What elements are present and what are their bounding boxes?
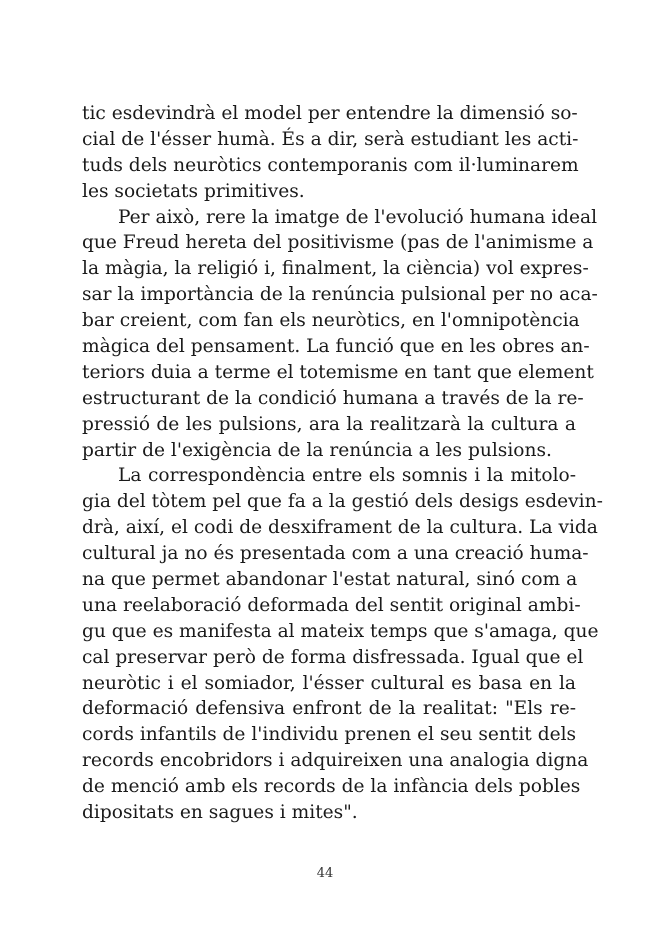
text-line: cultural ja no és presentada com a una creació huma- (82, 543, 589, 565)
text-line: cial de l'ésser humà. És a dir, serà estudiant les acti- (82, 128, 579, 150)
text-line: màgica del pensament. La funció que en les obres an- (82, 336, 590, 358)
text-line: les societats primitives. (82, 180, 305, 202)
text-line: deformació defensiva enfront de la realitat: "Els re- (82, 698, 576, 720)
page-number: 44 (316, 866, 334, 881)
text-line: pressió de les pulsions, ara la realitzarà la cultura a (82, 413, 576, 435)
body-text (82, 101, 603, 826)
text-line: teriors duia a terme el totemisme en tant que element (82, 361, 594, 383)
text-line: records encobridors i adquireixen una analogia digna (82, 750, 589, 772)
text-line: que Freud hereta del positivisme (pas de l'animisme a (82, 232, 594, 254)
text-line: partir de l'exigència de la renúncia a les pulsions. (82, 439, 552, 461)
text-line: estructurant de la condició humana a través de la re- (82, 387, 584, 409)
text-line: tic esdevindrà el model per entendre la dimensió so- (82, 103, 578, 124)
text-line: gia del tòtem pel que fa a la gestió dels desigs esdevin- (82, 491, 603, 513)
text-line: gu que es manifesta al mateix temps que s'amaga, que (82, 620, 599, 642)
text-line: drà, així, el codi de desxiframent de la cultura. La vida (82, 517, 598, 539)
paragraph-first-line: Per això, rere la imatge de l'evolució humana ideal (118, 206, 598, 228)
text-line: dipositats en sagues i mites". (82, 802, 358, 824)
text-line: cal preservar però de forma disfressada. Igual que el (82, 646, 584, 668)
text-line: sar la importància de la renúncia pulsional per no aca- (82, 284, 598, 306)
text-line: cords infantils de l'individu prenen el seu sentit dels (82, 724, 577, 746)
text-line: bar creient, com fan els neuròtics, en l'omnipotència (82, 310, 580, 332)
paragraph-first-line: La correspondència entre els somnis i la mitolo- (118, 465, 576, 487)
text-line: tuds dels neuròtics contemporanis com il·luminarem (82, 154, 579, 176)
text-line: de menció amb els records de la infància dels pobles (82, 776, 581, 798)
text-line: la màgia, la religió i, finalment, la ciència) vol expres- (82, 258, 589, 280)
text-line: una reelaboració deformada del sentit original ambi- (82, 594, 581, 616)
text-line: neuròtic i el somiador, l'ésser cultural es basa en la (82, 672, 576, 694)
text-line: na que permet abandonar l'estat natural, sinó com a (82, 569, 578, 591)
